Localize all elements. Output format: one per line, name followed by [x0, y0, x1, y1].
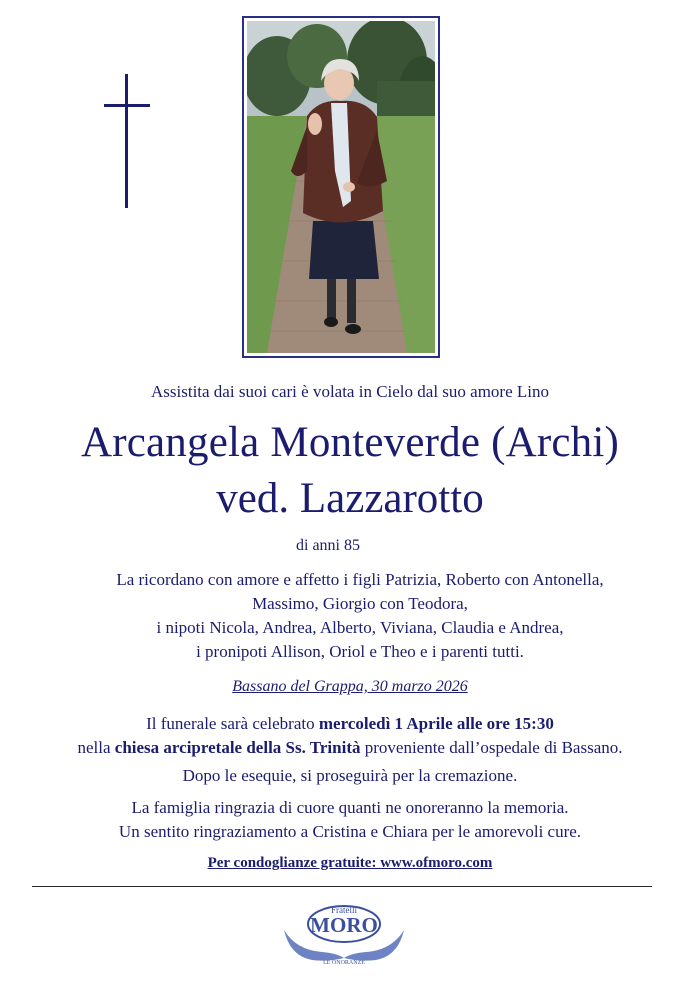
portrait-photo: [247, 21, 435, 353]
thanks-text: [0, 796, 700, 844]
intro-text: Assistita dai suoi cari è volata in Cielo dal suo amore Lino: [151, 382, 549, 401]
funeral-line-1: [0, 712, 700, 736]
moro-logo: [276, 900, 412, 966]
funeral-church: chiesa arcipretale della Ss. Trinità: [114, 738, 361, 757]
divider: [32, 886, 652, 887]
family-line: La ricordano con amore e affetto i figli Patrizia, Roberto con Antonella,: [116, 570, 604, 589]
family-line: Massimo, Giorgio con Teodora,: [252, 594, 468, 613]
funeral-text: nella: [77, 738, 115, 757]
funeral-info: [0, 712, 700, 760]
logo-tiny-text: LE ONORANZE: [323, 960, 365, 966]
cross-icon: [104, 74, 150, 208]
deceased-name: Arcangela Monteverde (Archi): [80, 419, 620, 466]
family-list: [30, 568, 690, 664]
funeral-text: Il funerale sarà celebrato: [146, 714, 319, 733]
condolences-text[interactable]: Per condoglianze gratuite: www.ofmoro.com: [207, 855, 493, 871]
portrait-photo-frame: [242, 16, 440, 358]
funeral-datetime: mercoledì 1 Aprile alle ore 15:30: [318, 714, 554, 733]
logo-small-text: Fratelli: [331, 905, 357, 915]
thanks-line: La famiglia ringrazia di cuore quanti ne onoreranno la memoria.: [131, 798, 569, 817]
funeral-line-2: [0, 736, 700, 760]
age-text: di anni 85: [296, 537, 360, 554]
after-service-text: Dopo le esequie, si proseguirà per la cremazione.: [182, 766, 518, 785]
logo-big-text: MORO: [310, 913, 378, 937]
condolences-link[interactable]: [0, 855, 700, 872]
family-line: i nipoti Nicola, Andrea, Alberto, Viviana, Claudia e Andrea,: [156, 618, 564, 637]
funeral-text: proveniente dall’ospedale di Bassano.: [360, 738, 623, 757]
place-date: [0, 678, 700, 696]
thanks-line: Un sentito ringraziamento a Cristina e Chiara per le amorevoli cure.: [118, 822, 582, 841]
place-date-text: Bassano del Grappa, 30 marzo 2026: [232, 678, 468, 695]
widow-name: ved. Lazzarotto: [216, 475, 484, 522]
family-line: i pronipoti Allison, Oriol e Theo e i parenti tutti.: [196, 642, 524, 661]
